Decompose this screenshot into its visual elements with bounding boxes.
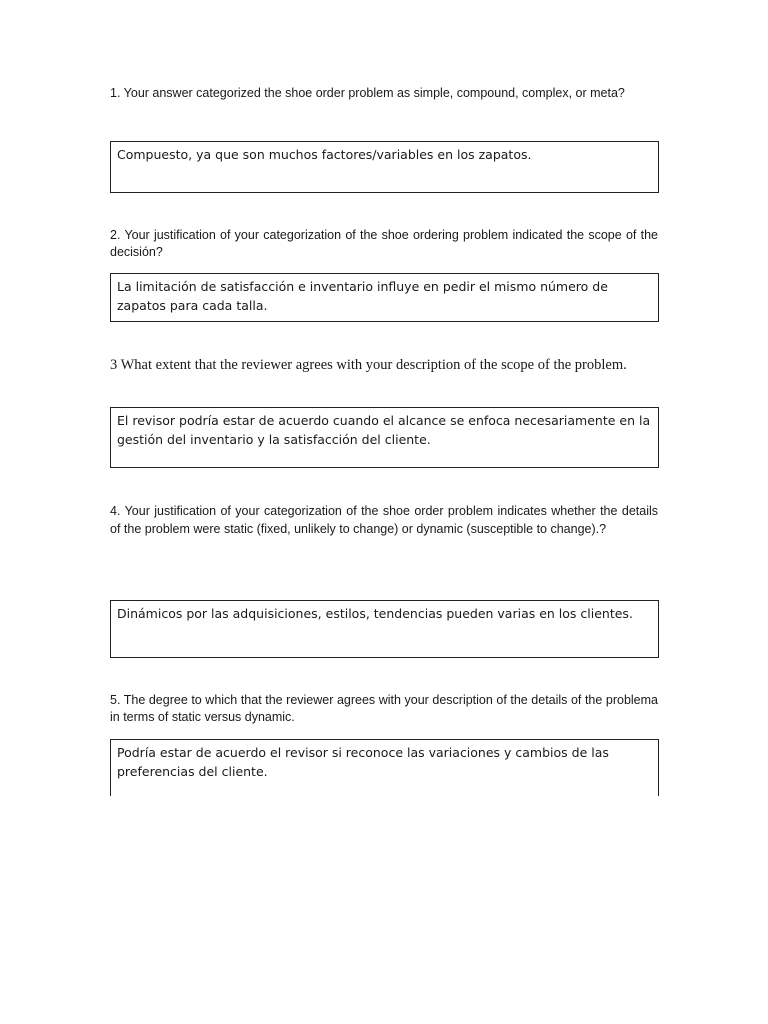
question-1-prompt: 1. Your answer categorized the shoe order problem as simple, compound, complex, or meta? xyxy=(110,86,625,100)
question-2-answer-box: La limitación de satisfacción e inventario influye en pedir el mismo número de zapatos para cada talla. xyxy=(110,273,659,322)
question-5-answer-box: Podría estar de acuerdo el revisor si reconoce las variaciones y cambios de las preferencias del cliente. xyxy=(110,739,659,796)
question-5-prompt: 5. The degree to which that the reviewer agrees with your description of the details of the problema in terms of static versus dynamic. xyxy=(110,693,658,724)
question-4-answer-box: Dinámicos por las adquisiciones, estilos, tendencias pueden varias en los clientes. xyxy=(110,600,659,658)
question-2-prompt: 2. Your justification of your categorization of the shoe ordering problem indicated the scope of the decisión? xyxy=(110,228,658,259)
question-4-prompt: 4. Your justification of your categorization of the shoe order problem indicates whether the details of the problem were static (fixed, unlikely to change) or dynamic (susceptible to change).? xyxy=(110,504,658,536)
question-1-answer-box: Compuesto, ya que son muchos factores/variables en los zapatos. xyxy=(110,141,659,193)
question-3-answer-box: El revisor podría estar de acuerdo cuando el alcance se enfoca necesariamente en la gestión del inventario y la satisfacción del cliente. xyxy=(110,407,659,468)
question-3-prompt: 3 What extent that the reviewer agrees with your description of the scope of the problem. xyxy=(110,357,627,373)
